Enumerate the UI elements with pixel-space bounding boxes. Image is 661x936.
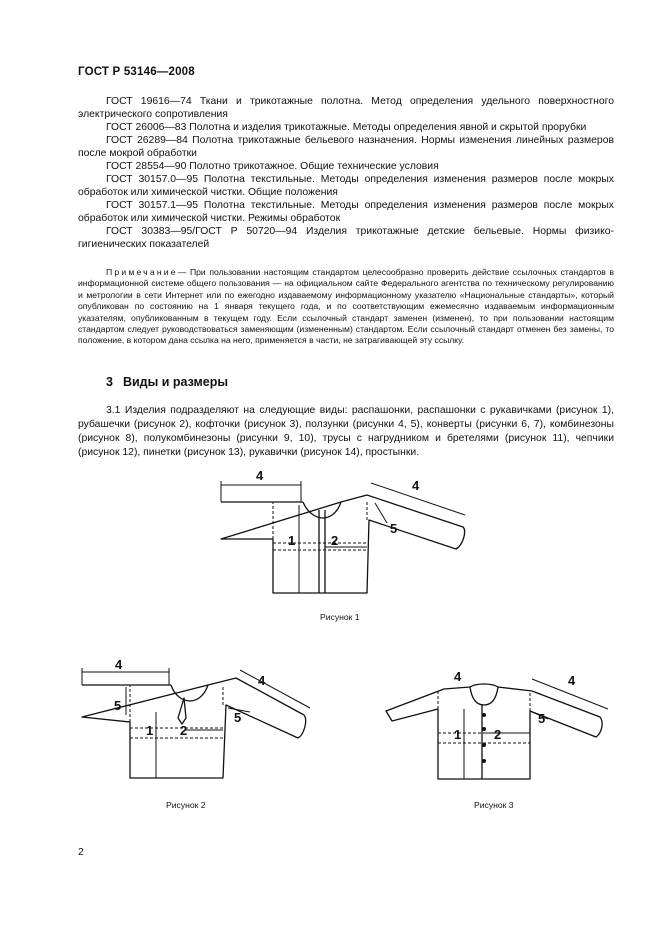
reference-item: ГОСТ 26289—84 Полотна трикотажные бельевого назначения. Нормы изменения линейных размеров после мокрой обработки <box>78 135 614 159</box>
fig2-label-4-top: 4 <box>115 657 123 672</box>
figure-1-drawing <box>215 465 475 610</box>
fig1-label-4-top: 4 <box>256 468 264 483</box>
reference-item: ГОСТ 30157.0—95 Полотна текстильные. Методы определения изменения размеров после мокрых обработок или химической чистки. Общие положения <box>78 174 614 198</box>
fig1-label-1: 1 <box>288 533 296 548</box>
reference-item: ГОСТ 30157.1—95 Полотна текстильные. Методы определения изменения размеров после мокрых обработок или химической чистки. Режимы обработок <box>78 200 614 224</box>
fig3-label-5: 5 <box>538 711 546 726</box>
section-number: 3 <box>106 375 113 389</box>
reference-item: ГОСТ 28554—90 Полотно трикотажное. Общие технические условия <box>106 161 439 172</box>
figure-3-caption: Рисунок 3 <box>474 800 514 810</box>
note-block <box>78 267 614 347</box>
page-number: 2 <box>78 847 84 858</box>
reference-item: ГОСТ 30383—95/ГОСТ Р 50720—94 Изделия трикотажные детские бельевые. Нормы физико-гигиенических показателей <box>78 226 614 250</box>
fig2-label-1: 1 <box>146 723 154 738</box>
fig2-label-5-sleeve: 5 <box>234 710 242 725</box>
fig3-label-4-sleeve: 4 <box>568 673 576 688</box>
figure-2-drawing <box>78 657 323 805</box>
fig1-label-5: 5 <box>390 521 398 536</box>
fig3-label-4-top: 4 <box>454 669 462 684</box>
fig1-label-2: 2 <box>331 533 339 548</box>
fig2-label-5-side: 5 <box>114 698 122 713</box>
reference-item: ГОСТ 26006—83 Полотна и изделия трикотажные. Методы определения явной и скрытой прорубки <box>106 122 587 133</box>
figure-2-caption: Рисунок 2 <box>166 800 206 810</box>
figure-1-caption: Рисунок 1 <box>320 612 360 622</box>
section-heading <box>106 375 228 389</box>
fig3-label-1: 1 <box>454 727 462 742</box>
note-label: Примечание <box>106 267 178 277</box>
figure-3-drawing <box>382 667 622 797</box>
body-paragraph: 3.1 Изделия подразделяют на следующие виды: распашонки, распашонки с рукавичками (рисунок 1), рубашечки (рисунок 2), кофточки (рисунок 3), ползунки (рисунки 4, 5), конверты (рисунки 6, 7), комбинезоны (рисунок 8), полукомбинезоны (рисунки 9, 10), трусы с нагрудником и бретелями (рисунок 11), чепчики (рисунок 12), пинетки (рисунок 13), рукавички (рисунок 14), простынки. <box>78 405 614 458</box>
fig2-label-4-sleeve: 4 <box>258 673 266 688</box>
note-text: — При пользовании настоящим стандартом целесообразно проверить действие ссылочных стандартов в информационной системе общего пользования — на официальном сайте Федерального агентства по техническому регулированию и метрологии в сети Интернет или по ежегодно издаваемому информационному указателю «Национальные стандарты», который опубликован по состоянию на 1 января текущего года, и по соответствующим ежемесячно издаваемым информационным указателям, опубликованным в текущем году. Если ссылочный стандарт заменен (изменен), то при пользовании настоящим стандартом следует руководствоваться заменяющим (измененным) стандартом. Если ссылочный стандарт отменен без замены, то положение, в котором дана ссылка на него, применяется в части, не затрагивающей эту ссылку. <box>78 267 614 346</box>
references-list <box>78 95 614 251</box>
fig1-label-4-sleeve: 4 <box>412 478 420 493</box>
fig2-label-2: 2 <box>180 723 188 738</box>
document-header: ГОСТ Р 53146—2008 <box>78 66 195 78</box>
reference-item: ГОСТ 19616—74 Ткани и трикотажные полотна. Метод определения удельного поверхностного электрического сопротивления <box>78 96 614 120</box>
section-title: Виды и размеры <box>122 375 229 389</box>
fig3-label-2: 2 <box>494 727 502 742</box>
